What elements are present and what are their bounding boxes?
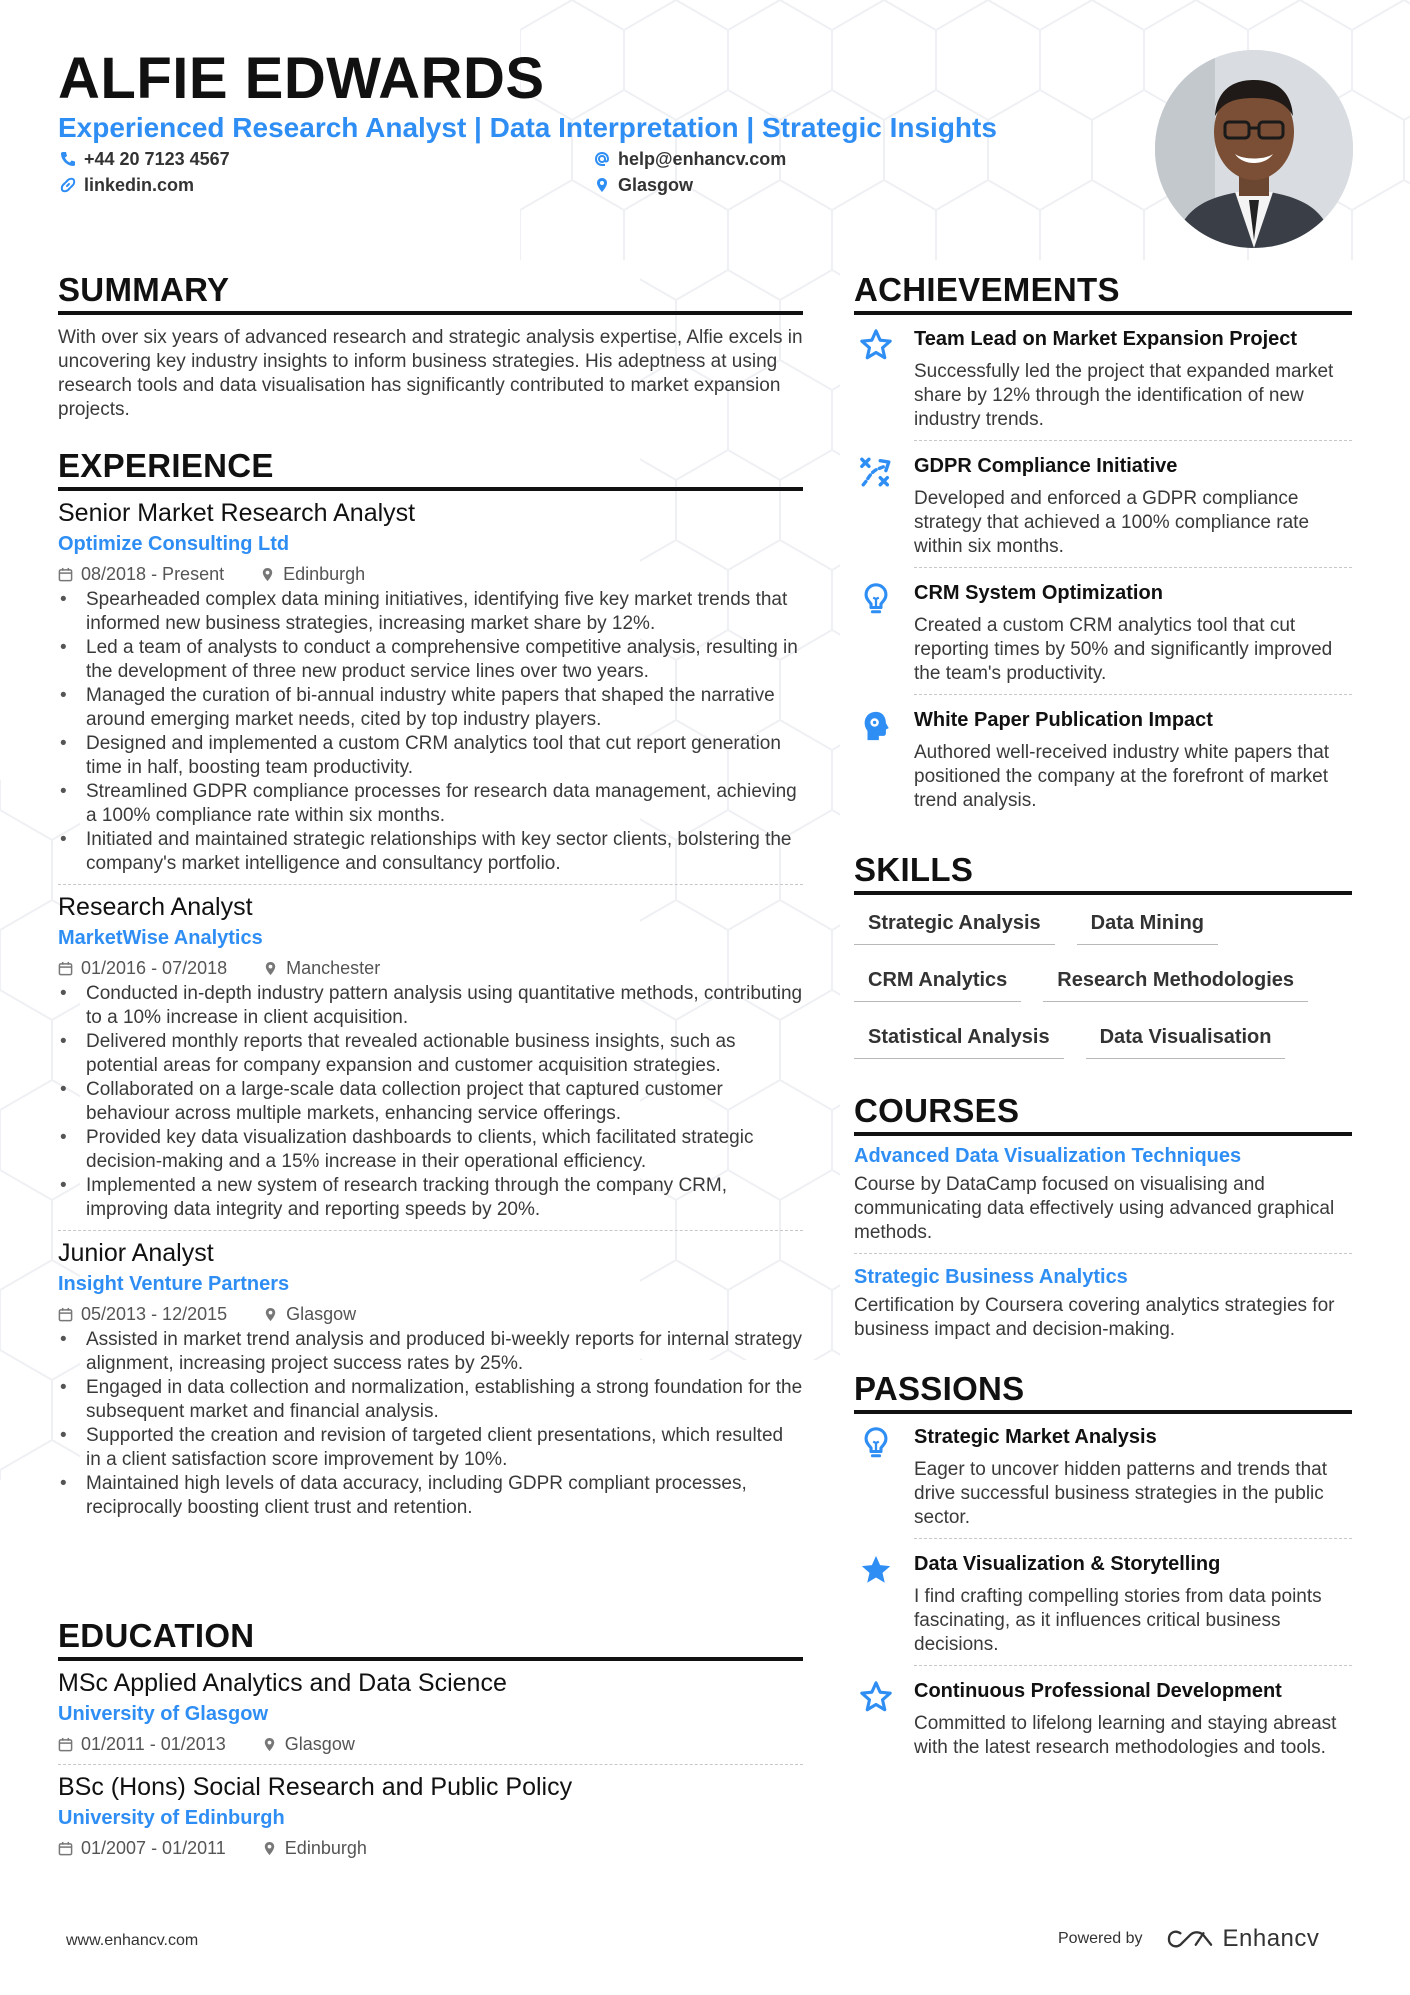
strategy-arrow-icon [859,455,893,489]
footer-website[interactable]: www.enhancv.com [66,1932,199,1949]
phone-text[interactable]: +44 20 7123 4567 [84,149,230,169]
education-location: Glasgow [284,1734,355,1754]
job-meta [58,956,803,980]
job-bullets [58,982,803,1222]
education-rule [58,1657,803,1661]
education-meta [58,1732,803,1756]
summary-text: With over six years of advanced research and strategic analysis expertise, Alfie excels in uncovering key industry insights to inform business strategies. His adeptness at using research tools and data visualisation has significantly contributed to market expansion projects. [58,327,803,420]
job-entry [58,497,803,884]
lightbulb-icon [859,1426,893,1460]
bullet-item: • Delivered monthly reports that revealed actionable business insights, such as potential areas for company expansion and customer acquisition strategies. [58,1030,803,1078]
achievement-title: Team Lead on Market Expansion Project [914,328,1298,350]
candidate-name: ALFIE EDWARDS [58,46,545,111]
bullet-item: • Spearheaded complex data mining initiatives, identifying five key market trends that informed new business strategies, increasing market share by 12%. [58,588,803,636]
job-location: Edinburgh [283,564,366,584]
skill-tag: Strategic Analysis [854,900,1055,945]
skills-list [854,900,1352,1059]
bullet-item: • Streamlined GDPR compliance processes for research data management, achieving a 100% compliance rate within six months. [58,780,803,828]
bullet-item: • Initiated and maintained strategic relationships with key sector clients, bolstering the company's market intelligence and consultancy portfolio. [58,828,803,876]
bullet-item: • Provided key data visualization dashboards to clients, which facilitated strategic decision-making and a 15% increase in their operational efficiency. [58,1126,803,1174]
location-pin-icon [260,567,275,582]
experience-list [58,497,803,1520]
enhancv-logo[interactable] [1167,1925,1320,1953]
calendar-icon [58,567,73,582]
education-dates: 01/2007 - 01/2011 [81,1838,226,1858]
achievements-list [854,326,1352,813]
job-entry [58,1231,803,1520]
company-name[interactable]: Insight Venture Partners [58,1273,290,1295]
job-title: Research Analyst [58,893,253,921]
experience-heading: EXPERIENCE [58,447,274,484]
candidate-tagline: Experienced Research Analyst | Data Interpretation | Strategic Insights [58,112,997,143]
achievement-title: White Paper Publication Impact [914,709,1213,731]
location-pin-icon [263,961,278,976]
calendar-icon [58,1841,73,1856]
course-title[interactable]: Strategic Business Analytics [854,1266,1128,1288]
courses-heading: COURSES [854,1092,1020,1129]
passions-heading: PASSIONS [854,1370,1025,1407]
calendar-icon [58,1307,73,1322]
bullet-item: • Implemented a new system of research tracking through the company CRM, improving data integrity and reporting speeds by 20%. [58,1174,803,1222]
bullet-item: • Assisted in market trend analysis and produced bi-weekly reports for internal strategy alignment, increasing project success rates by 25%. [58,1328,803,1376]
education-list [58,1667,803,1860]
calendar-icon [58,1737,73,1752]
achievement-desc: Successfully led the project that expanded market share by 12% through the identification of new industry trends. [914,361,1334,430]
achievement-title: CRM System Optimization [914,582,1163,604]
bullet-item: • Conducted in-depth industry pattern analysis using quantitative methods, contributing to a 10% increase in client acquisition. [58,982,803,1030]
school-name[interactable]: University of Edinburgh [58,1807,285,1829]
degree-title: BSc (Hons) Social Research and Public Policy [58,1773,573,1801]
course-item [854,1254,1352,1342]
experience-rule [58,487,803,491]
job-meta [58,1302,803,1326]
bullet-item: • Managed the curation of bi-annual industry white papers that shaped the narrative around emerging market needs, cited by top industry players. [58,684,803,732]
course-desc: Certification by Coursera covering analytics strategies for business impact and decision-making. [854,1295,1335,1340]
head-profile-icon [859,709,893,743]
job-title: Junior Analyst [58,1239,214,1267]
profile-photo [1155,50,1353,248]
achievement-item [854,326,1352,440]
company-name[interactable]: Optimize Consulting Ltd [58,533,290,555]
job-dates: 01/2016 - 07/2018 [81,958,228,978]
passion-title: Continuous Professional Development [914,1680,1282,1702]
job-title: Senior Market Research Analyst [58,499,416,527]
location-pin-icon [594,177,610,193]
skill-tag: Data Mining [1077,900,1218,945]
school-name[interactable]: University of Glasgow [58,1703,269,1725]
job-meta [58,562,803,586]
location-text: Glasgow [618,175,694,195]
bullet-item: • Designed and implemented a custom CRM analytics tool that cut report generation time in half, boosting team productivity. [58,732,803,780]
degree-title: MSc Applied Analytics and Data Science [58,1669,507,1697]
courses-rule [854,1132,1352,1136]
skills-rule [854,891,1352,895]
phone-contact [60,148,230,170]
email-contact [594,148,786,170]
achievements-heading: ACHIEVEMENTS [854,271,1120,308]
star-outline-icon [859,1680,893,1714]
course-item [854,1143,1352,1253]
passion-desc: Eager to uncover hidden patterns and trends that drive successful business strategies in the public sector. [914,1459,1327,1528]
passions-list [854,1424,1352,1760]
education-meta [58,1836,803,1860]
achievement-title: GDPR Compliance Initiative [914,455,1178,477]
education-dates: 01/2011 - 01/2013 [81,1734,226,1754]
course-title[interactable]: Advanced Data Visualization Techniques [854,1145,1242,1167]
summary-rule [58,311,803,315]
achievement-item [854,441,1352,567]
location-pin-icon [263,1307,278,1322]
star-filled-icon [859,1553,893,1587]
passion-desc: I find crafting compelling stories from data points fascinating, as it influences critical business decisions. [914,1586,1322,1655]
summary-heading: SUMMARY [58,271,230,308]
location-pin-icon [262,1737,277,1752]
passion-item [854,1424,1352,1538]
job-entry [58,885,803,1230]
star-outline-icon [859,328,893,362]
job-location: Glasgow [286,1304,357,1324]
education-location: Edinburgh [284,1838,367,1858]
link-icon [60,177,76,193]
location-pin-icon [262,1841,277,1856]
job-bullets [58,588,803,876]
passion-desc: Committed to lifelong learning and staying abreast with the latest research methodologies and tools. [914,1713,1337,1758]
education-heading: EDUCATION [58,1617,255,1654]
job-bullets [58,1328,803,1520]
linkedin-text[interactable]: linkedin.com [84,175,195,195]
achievement-desc: Created a custom CRM analytics tool that cut reporting times by 50% and significantly improved the team's productivity. [914,615,1333,684]
lightbulb-icon [859,582,893,616]
calendar-icon [58,961,73,976]
portrait-image [1155,50,1353,248]
achievements-rule [854,311,1352,315]
bullet-item: • Led a team of analysts to conduct a comprehensive competitive analysis, resulting in the development of three new product service lines over two years. [58,636,803,684]
job-location: Manchester [286,958,381,978]
education-entry [58,1765,803,1860]
courses-list [854,1143,1352,1342]
education-entry [58,1667,803,1764]
bullet-item: • Engaged in data collection and normalization, establishing a strong foundation for the subsequent market and financial analysis. [58,1376,803,1424]
job-dates: 08/2018 - Present [81,564,225,584]
skill-tag: CRM Analytics [854,957,1021,1002]
location-contact [594,174,693,196]
job-dates: 05/2013 - 12/2015 [81,1304,228,1324]
linkedin-contact [60,174,194,196]
footer-branding [1058,1925,1319,1953]
skill-tag: Statistical Analysis [854,1014,1064,1059]
achievement-item [854,568,1352,694]
skill-tag: Research Methodologies [1043,957,1308,1002]
bullet-item: • Collaborated on a large-scale data collection project that captured customer behaviour across multiple markets, enhancing service offerings. [58,1078,803,1126]
bullet-item: • Supported the creation and revision of targeted client presentations, which resulted in a client satisfaction score improvement by 10%. [58,1424,803,1472]
email-text[interactable]: help@enhancv.com [618,149,787,169]
skills-heading: SKILLS [854,851,974,888]
bullet-item: • Maintained high levels of data accuracy, including GDPR compliant processes, reciprocally boosting client trust and retention. [58,1472,803,1520]
passion-item [854,1539,1352,1665]
course-desc: Course by DataCamp focused on visualising and communicating data effectively using advanced graphical methods. [854,1174,1335,1243]
passion-title: Strategic Market Analysis [914,1426,1157,1448]
powered-by-text: Powered by [1058,1930,1143,1947]
enhancv-logo-icon [1167,1927,1213,1951]
skill-tag: Data Visualisation [1086,1014,1286,1059]
phone-icon [60,151,76,167]
at-sign-icon [594,151,610,167]
passions-rule [854,1410,1352,1414]
achievement-item [854,695,1352,813]
passion-title: Data Visualization & Storytelling [914,1553,1221,1575]
company-name[interactable]: MarketWise Analytics [58,927,263,949]
achievement-desc: Developed and enforced a GDPR compliance strategy that achieved a 100% compliance rate within six months. [914,488,1310,557]
passion-item [854,1666,1352,1760]
brand-name: Enhancv [1222,1925,1320,1952]
achievement-desc: Authored well-received industry white papers that positioned the company at the forefront of market trend analysis. [914,742,1330,811]
